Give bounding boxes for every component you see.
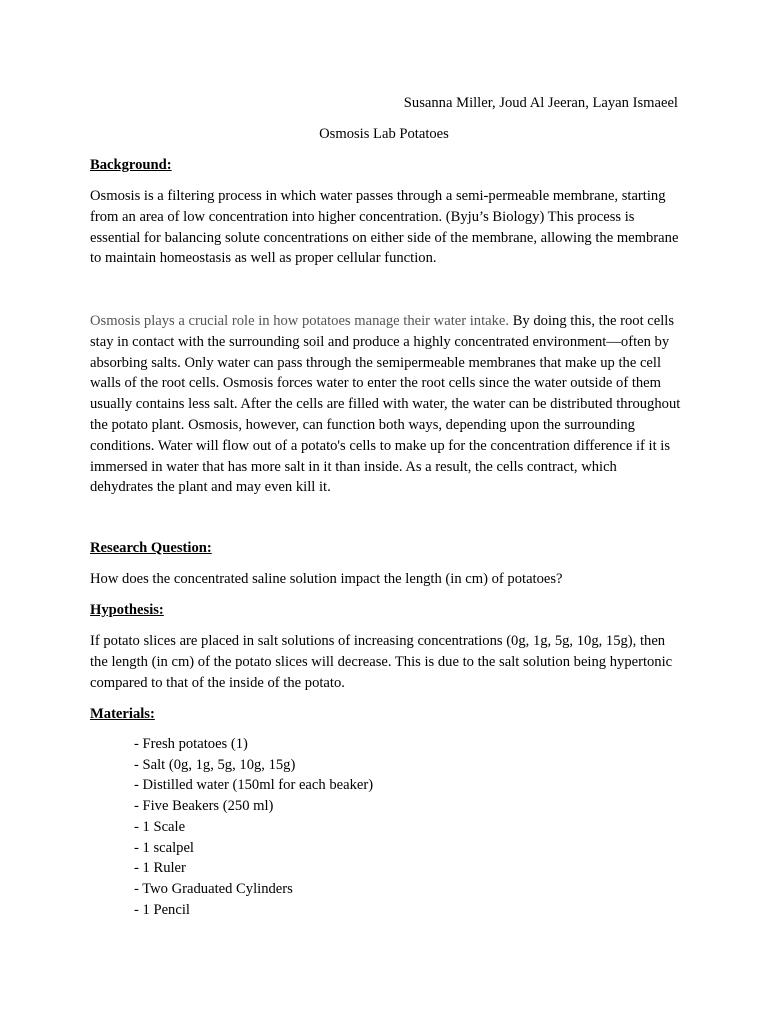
research-question-text: How does the concentrated saline solution impact the length (in cm) of potatoes? [90, 571, 563, 587]
author-names: Susanna Miller, Joud Al Jeeran, Layan Ismaeel [403, 95, 678, 111]
background-heading: Background: [90, 157, 172, 173]
materials-item: - Salt (0g, 1g, 5g, 10g, 15g) [134, 756, 296, 773]
materials-item: - 1 scalpel [134, 839, 194, 856]
materials-item: - Fresh potatoes (1) [134, 736, 248, 752]
materials-heading: Materials: [90, 706, 155, 722]
document-title: Osmosis Lab Potatoes [319, 126, 449, 142]
hypothesis-heading: Hypothesis: [90, 602, 164, 618]
materials-item: - 1 Pencil [134, 901, 190, 918]
materials-item: - 1 Ruler [134, 860, 186, 877]
materials-item: - 1 Scale [134, 818, 186, 835]
materials-list [134, 734, 373, 920]
background-paragraph-2-rest: By doing this, the root cells stay in contact with the surrounding soil and produce a highly concentrated environment—often by absorbing salts. Only water can pass through the semipermeable membranes that make up the cell walls of the root cells. Osmosis forces water to enter the root cells since the water outside of them usually contains less salt. After the cells are filled with water, the water can be distributed throughout the potato plant. Osmosis, however, can function both ways, depending upon the surrounding conditions. Water will flow out of a potato's cells to make up for the concentration difference if it is immersed in water that has more salt in it than inside. As a result, the cells contract, which dehydrates the plant and may even kill it. [90, 313, 681, 496]
background-paragraph-1: Osmosis is a filtering process in which water passes through a semi-permeable membrane, starting from an area of low concentration into higher concentration. (Byju’s Biology) This process is essential for balancing solute concentrations on either side of the membrane, allowing the membrane to maintain homeostasis as well as proper cellular function. [90, 188, 679, 267]
background-paragraph-2-intro: Osmosis plays a crucial role in how potatoes manage their water intake. [90, 313, 510, 329]
background-paragraph-2 [90, 311, 682, 498]
materials-item: - Two Graduated Cylinders [134, 880, 293, 897]
research-question-heading: Research Question: [90, 540, 212, 556]
hypothesis-text: If potato slices are placed in salt solutions of increasing concentrations (0g, 1g, 5g, 10g, 15g), then the length (in cm) of the potato slices will decrease. This is due to the salt solution being hypertonic compared to that of the inside of the potato. [90, 633, 673, 691]
materials-item: - Five Beakers (250 ml) [134, 798, 274, 815]
materials-item: - Distilled water (150ml for each beaker) [134, 777, 374, 794]
